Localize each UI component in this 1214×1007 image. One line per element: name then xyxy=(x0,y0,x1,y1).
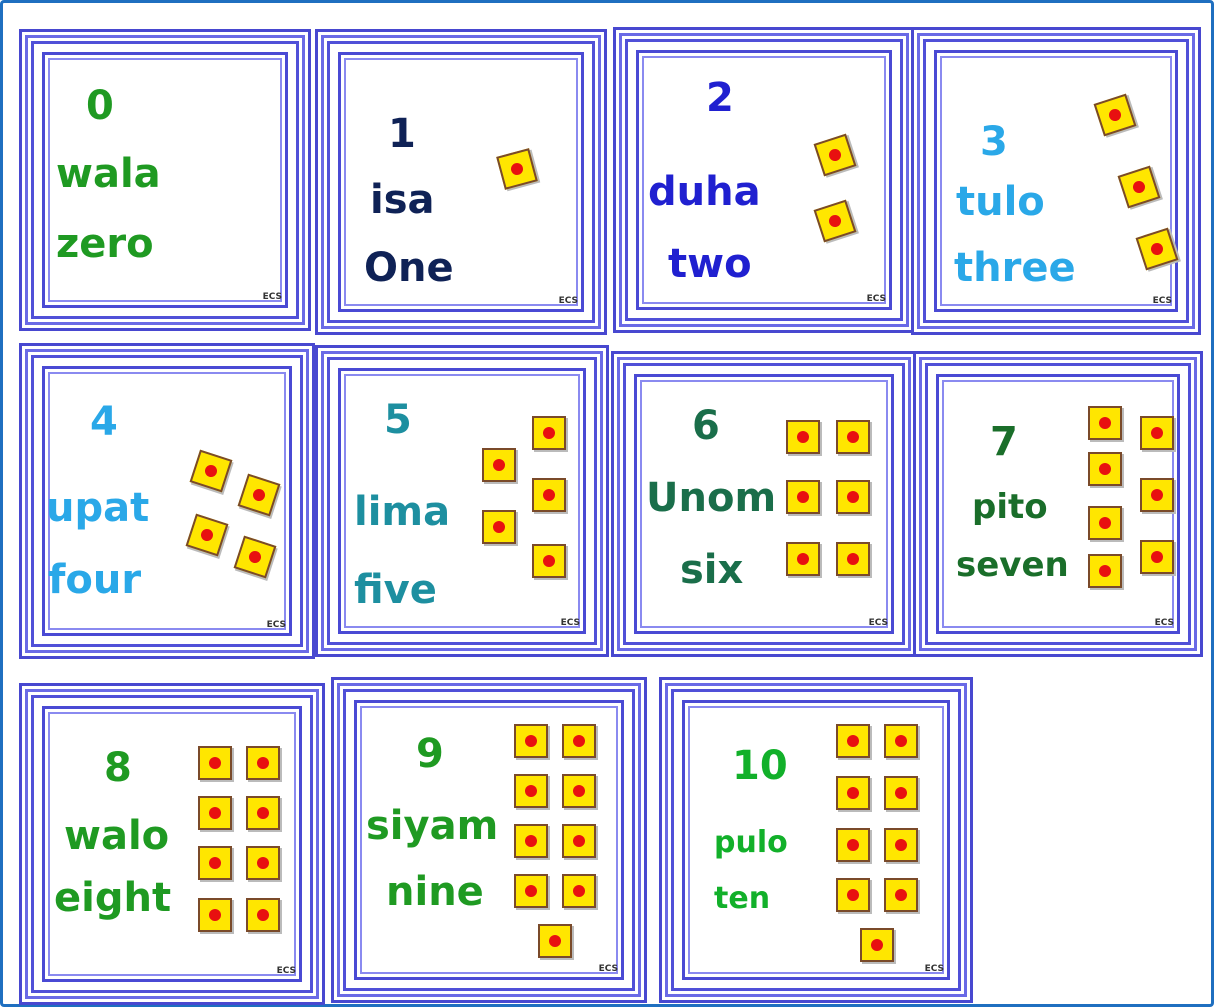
card-number: 3 xyxy=(980,119,1008,165)
counting-dot xyxy=(836,776,870,810)
card-word-english: two xyxy=(668,241,752,287)
counting-dot xyxy=(514,724,548,758)
ecs-watermark: ECS xyxy=(868,618,888,628)
counting-dot xyxy=(1088,406,1122,440)
card-word-native: tulo xyxy=(956,179,1045,225)
number-card-6 xyxy=(623,363,905,645)
counting-dot xyxy=(482,510,516,544)
card-word-native: pulo xyxy=(714,825,788,860)
number-card-7 xyxy=(925,363,1191,645)
counting-dot xyxy=(884,878,918,912)
counting-dot xyxy=(860,928,894,962)
card-word-native: duha xyxy=(648,169,761,215)
card-number: 2 xyxy=(706,75,734,121)
number-card-4 xyxy=(31,355,303,647)
counting-dot xyxy=(836,828,870,862)
counting-dot xyxy=(884,776,918,810)
card-number: 0 xyxy=(86,83,114,129)
card-word-english: three xyxy=(954,245,1076,291)
counting-dot xyxy=(786,542,820,576)
number-card-1 xyxy=(327,41,595,323)
card-word-english: eight xyxy=(54,875,172,921)
counting-dot xyxy=(1088,452,1122,486)
counting-dot xyxy=(836,542,870,576)
counting-dot xyxy=(246,796,280,830)
ecs-watermark: ECS xyxy=(266,620,286,630)
number-card-3 xyxy=(923,39,1189,323)
counting-dot xyxy=(836,480,870,514)
counting-dot xyxy=(1088,506,1122,540)
card-word-native: upat xyxy=(46,485,150,531)
counting-dot xyxy=(562,874,596,908)
card-word-english: four xyxy=(48,557,142,603)
card-number: 4 xyxy=(90,399,118,445)
card-word-english: seven xyxy=(956,545,1069,585)
number-card-5 xyxy=(327,357,597,645)
counting-dot xyxy=(562,774,596,808)
number-card-9 xyxy=(343,689,635,991)
counting-dot xyxy=(198,746,232,780)
card-word-native: pito xyxy=(972,487,1048,527)
card-number: 5 xyxy=(384,397,412,443)
counting-dot xyxy=(532,416,566,450)
counting-dot xyxy=(198,898,232,932)
card-word-native: wala xyxy=(56,151,161,197)
counting-dot xyxy=(514,824,548,858)
card-number: 7 xyxy=(990,419,1018,465)
number-card-8 xyxy=(31,695,313,993)
ecs-watermark: ECS xyxy=(262,292,282,302)
counting-dot xyxy=(786,420,820,454)
ecs-watermark: ECS xyxy=(866,294,886,304)
ecs-watermark: ECS xyxy=(560,618,580,628)
card-word-english: nine xyxy=(386,869,484,915)
counting-dot xyxy=(246,898,280,932)
counting-dot xyxy=(786,480,820,514)
counting-dot xyxy=(246,746,280,780)
card-word-english: zero xyxy=(56,221,154,267)
counting-dot xyxy=(514,874,548,908)
counting-dot xyxy=(1140,540,1174,574)
counting-dot xyxy=(884,828,918,862)
ecs-watermark: ECS xyxy=(1152,296,1172,306)
ecs-watermark: ECS xyxy=(1154,618,1174,628)
card-word-english: five xyxy=(354,567,437,613)
counting-dot xyxy=(1088,554,1122,588)
ecs-watermark: ECS xyxy=(924,964,944,974)
number-card-2 xyxy=(625,39,903,321)
card-word-native: isa xyxy=(370,177,435,223)
card-number: 6 xyxy=(692,403,720,449)
number-card-0 xyxy=(31,41,299,319)
counting-dot xyxy=(836,724,870,758)
card-word-native: walo xyxy=(64,813,170,859)
counting-dot xyxy=(482,448,516,482)
ecs-watermark: ECS xyxy=(558,296,578,306)
number-card-10 xyxy=(671,689,961,991)
card-word-native: lima xyxy=(354,489,451,535)
counting-dot xyxy=(1140,416,1174,450)
counting-dot xyxy=(562,724,596,758)
counting-dot xyxy=(532,478,566,512)
card-number: 9 xyxy=(416,731,444,777)
card-number: 8 xyxy=(104,745,132,791)
counting-dot xyxy=(836,420,870,454)
counting-dot xyxy=(1140,478,1174,512)
counting-dot xyxy=(514,774,548,808)
card-word-english: six xyxy=(680,547,744,593)
counting-dot xyxy=(198,796,232,830)
card-number: 10 xyxy=(732,743,788,789)
ecs-watermark: ECS xyxy=(276,966,296,976)
counting-dot xyxy=(884,724,918,758)
counting-dot xyxy=(538,924,572,958)
card-word-native: siyam xyxy=(366,803,499,849)
counting-dot xyxy=(246,846,280,880)
ecs-watermark: ECS xyxy=(598,964,618,974)
card-word-native: Unom xyxy=(646,475,777,521)
card-number: 1 xyxy=(388,111,416,157)
counting-dot xyxy=(836,878,870,912)
counting-dot xyxy=(198,846,232,880)
counting-dot xyxy=(562,824,596,858)
card-word-english: ten xyxy=(714,881,771,916)
counting-dot xyxy=(532,544,566,578)
card-word-english: One xyxy=(364,245,454,291)
